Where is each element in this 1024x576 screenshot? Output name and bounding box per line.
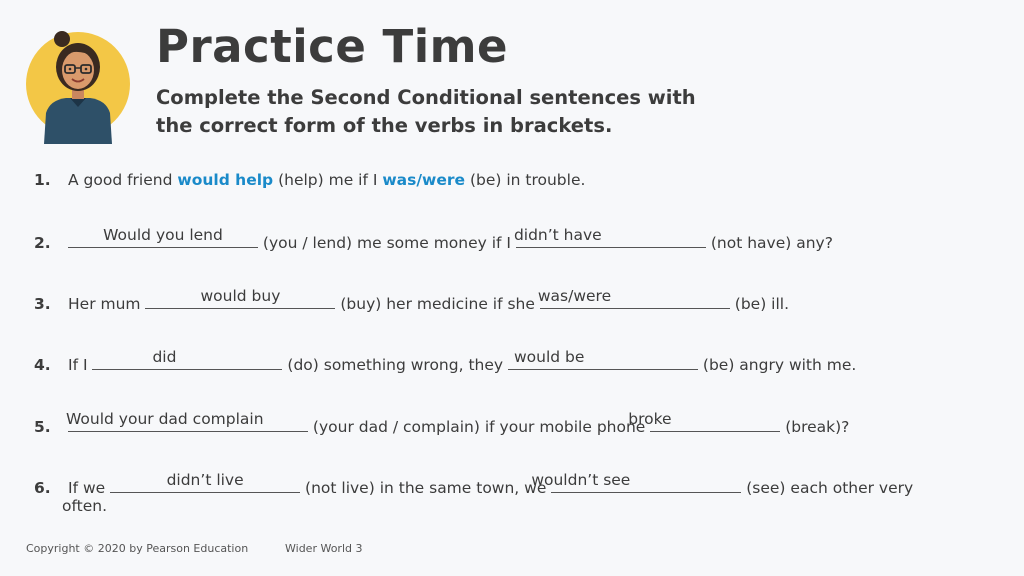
answer-blank[interactable]	[92, 348, 282, 370]
answer-blank[interactable]	[508, 348, 698, 370]
item-number: 5.	[34, 418, 51, 436]
copyright-text: Copyright © 2020 by Pearson Education	[26, 542, 249, 555]
example-answer: was/were	[382, 171, 466, 189]
answer-blank[interactable]	[531, 471, 741, 493]
answer-blank[interactable]	[110, 471, 300, 493]
item-number: 3.	[34, 295, 51, 313]
exercise-item-5: 5. Would your dad complain (your dad / complain) if your mobile phone broke (break)?	[34, 410, 850, 436]
instructions: Complete the Second Conditional sentences with the correct form of the verbs in brackets.	[156, 86, 696, 137]
series-name: Wider World 3	[285, 542, 363, 555]
answer-text: Would your dad complain	[66, 410, 264, 428]
item-number: 2.	[34, 234, 51, 252]
answer-text: did	[152, 348, 177, 366]
answer-text: broke	[628, 410, 672, 428]
answer-blank[interactable]	[537, 287, 730, 309]
answer-blank[interactable]	[513, 226, 706, 248]
answer-blank[interactable]	[628, 410, 780, 432]
exercise-item-2: 2. Would you lend (you / lend) me some money if I didn’t have (not have) any?	[34, 226, 833, 252]
answer-blank[interactable]	[68, 226, 258, 248]
item-6-continuation: often.	[62, 497, 108, 515]
exercise-item-4: 4. If I did (do) something wrong, they would be (be) angry with me.	[34, 348, 857, 374]
teacher-avatar-icon	[26, 27, 130, 144]
answer-text: would buy	[200, 287, 281, 305]
exercise-item-3: 3. Her mum would buy (buy) her medicine if she was/were (be) ill.	[34, 287, 790, 313]
answer-text: Would you lend	[103, 226, 223, 244]
answer-text: was/were	[537, 287, 612, 305]
exercise-item-1: 1. A good friend would help (help) me if I was/were (be) in trouble.	[34, 171, 586, 189]
exercise-item-6: 6. If we didn’t live (not live) in the same town, we wouldn’t see (see) each other very	[34, 471, 914, 497]
item-number: 4.	[34, 356, 51, 374]
answer-blank[interactable]	[66, 410, 308, 432]
item-number: 6.	[34, 479, 51, 497]
page-title: Practice Time	[156, 20, 509, 73]
answer-text: didn’t have	[513, 226, 602, 244]
answer-text: would be	[513, 348, 585, 366]
answer-blank[interactable]	[145, 287, 335, 309]
answer-text: didn’t live	[166, 471, 244, 489]
answer-text: wouldn’t see	[531, 471, 631, 489]
item-number: 1.	[34, 171, 51, 189]
example-answer: would help	[177, 171, 274, 189]
